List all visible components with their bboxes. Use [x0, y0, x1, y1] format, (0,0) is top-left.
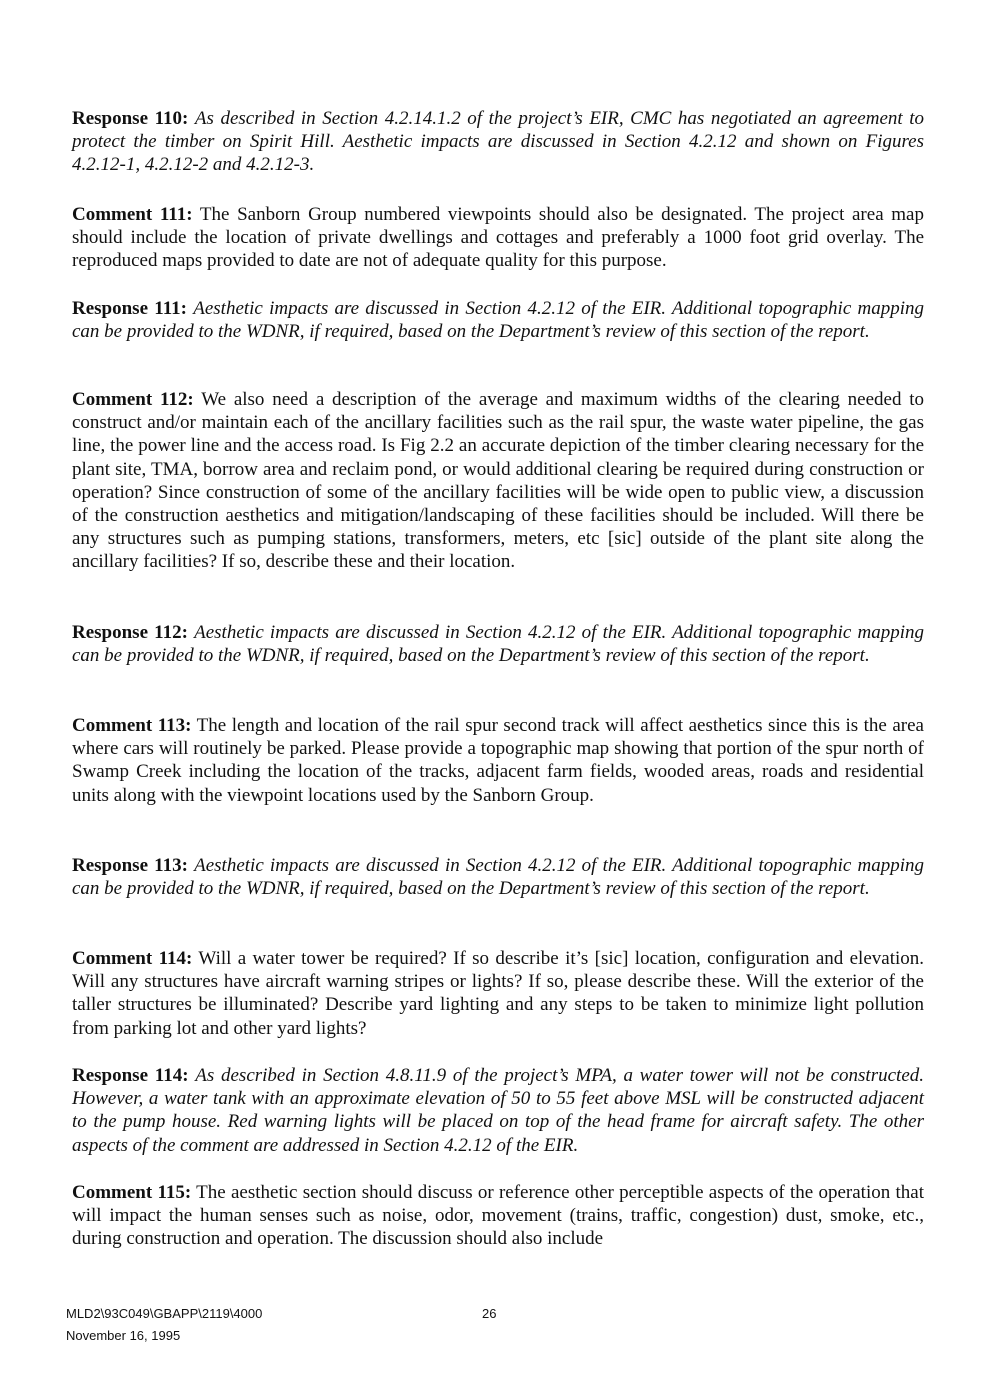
footer-file-path: MLD2\93C049\GBAPP\2119\4000 — [66, 1306, 263, 1321]
comment-112 — [72, 388, 924, 574]
entry-text: As described in Section 4.2.14.1.2 of the project’s EIR, CMC has negotiated an agreement to protect the timber on Spirit Hill. Aesthetic impacts are discussed in Section 4.2.12 and shown on Figures 4.2.12-1, 4.2.12-2 and 4.2.12-3. — [72, 108, 924, 176]
comment-113 — [72, 714, 924, 807]
entry-text: The length and location of the rail spur second track will affect aesthetics since this is the area where cars will routinely be parked. Please provide a topographic map showing that portion of the spur north of Swamp Creek including the location of the tracks, adjacent farm fields, wooded areas, roads and residential units along with the viewpoint locations used by the Sanborn Group. — [72, 715, 924, 806]
entry-label: Response 112: — [72, 622, 188, 643]
entry-label: Response 113: — [72, 855, 188, 876]
entry-text: Will a water tower be required? If so describe it’s [sic] location, configuration and elevation. Will any structures have aircraft warning stripes or lights? If so, please describe these. Will the exterior of the taller structures be illuminated? Describe yard lighting and any steps to be taken to minimize light pollution from parking lot and other yard lights? — [72, 948, 925, 1039]
entry-text: The Sanborn Group numbered viewpoints should also be designated. The project area map should include the location of private dwellings and cottages and preferably a 1000 foot grid overlay. The reproduced maps provided to date are not of adequate quality for this purpose. — [72, 204, 924, 272]
footer-date: November 16, 1995 — [66, 1328, 181, 1343]
entry-text: As described in Section 4.8.11.9 of the project’s MPA, a water tower will not be constructed. However, a water tank with an approximate elevation of 50 to 55 feet above MSL will be constructed adjacent to the pump house. Red warning lights will be placed on top of the head frame for aircraft safety. The other aspects of the comment are addressed in Section 4.2.12 of the EIR. — [72, 1065, 924, 1156]
entry-label: Comment 112: — [72, 389, 194, 410]
entry-label: Comment 113: — [72, 715, 192, 736]
entry-label: Comment 111: — [72, 204, 193, 225]
comment-111 — [72, 203, 924, 273]
entry-text: The aesthetic section should discuss or reference other perceptible aspects of the operation that will impact the human senses such as noise, odor, movement (trains, traffic, congestion) dust, smoke, etc., during construction and operation. The discussion should also include — [72, 1182, 924, 1250]
response-113 — [72, 854, 924, 900]
entry-text: Aesthetic impacts are discussed in Section 4.2.12 of the EIR. Additional topographic mapping can be provided to the WDNR, if required, based on the Department’s review of this section of the report. — [72, 855, 925, 900]
response-110 — [72, 107, 924, 177]
entry-text: Aesthetic impacts are discussed in Section 4.2.12 of the EIR. Additional topographic mapping can be provided to the WDNR, if required, based on the Department’s review of this section of the report. — [72, 298, 925, 343]
entry-text: We also need a description of the average and maximum widths of the clearing needed to construct and/or maintain each of the ancillary facilities such as the rail spur, the waste water pipeline, the gas line, the power line and the access road. Is Fig 2.2 an accurate depiction of the timber clearing necessary for the plant site, TMA, borrow area and reclaim pond, or would additional clearing be required during construction or operation? Since construction of some of the ancillary facilities will be wide open to public view, a discussion of the construction aesthetics and mitigation/landscaping of these facilities should be included. Will there be any structures such as pumping stations, transformers, meters, etc [sic] outside of the plant site along the ancillary facilities? If so, describe these and their location. — [72, 389, 924, 573]
response-111 — [72, 297, 924, 343]
entry-label: Response 111: — [72, 298, 187, 319]
entry-label: Response 110: — [72, 108, 189, 129]
response-112 — [72, 621, 924, 667]
page-number: 26 — [482, 1306, 497, 1321]
response-114 — [72, 1064, 924, 1157]
comment-115 — [72, 1181, 924, 1251]
comment-114 — [72, 947, 924, 1040]
entry-label: Response 114: — [72, 1065, 189, 1086]
entry-text: Aesthetic impacts are discussed in Section 4.2.12 of the EIR. Additional topographic mapping can be provided to the WDNR, if required, based on the Department’s review of this section of the report. — [72, 622, 925, 667]
entry-label: Comment 114: — [72, 948, 193, 969]
entry-label: Comment 115: — [72, 1182, 192, 1203]
